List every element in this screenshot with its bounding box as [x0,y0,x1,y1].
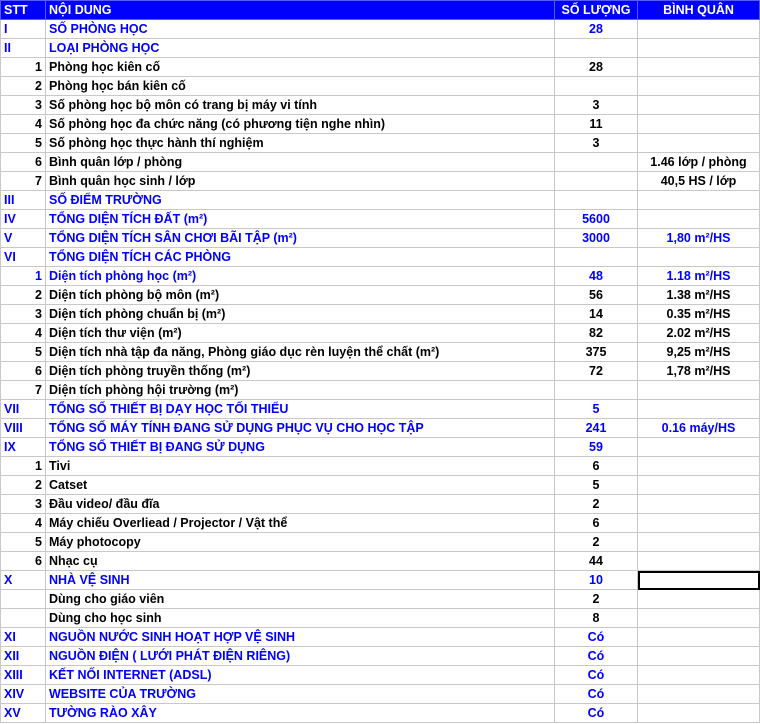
row-content-cell[interactable]: Phòng học bán kiên cố [46,77,555,96]
row-qty-cell[interactable]: 3000 [555,229,638,248]
row-avg-cell[interactable] [638,400,760,419]
row-content-cell[interactable]: Diện tích nhà tập đa năng, Phòng giáo dục rèn luyện thể chất (m²) [46,343,555,362]
row-avg-cell[interactable]: 1.46 lớp / phòng [638,153,760,172]
row-qty-cell[interactable]: Có [555,666,638,685]
row-stt-cell[interactable]: XIV [1,685,46,704]
row-stt-cell[interactable]: 6 [1,362,46,381]
row-content-cell[interactable]: Catset [46,476,555,495]
row-stt-cell[interactable]: 1 [1,58,46,77]
row-stt-cell[interactable]: 2 [1,77,46,96]
table-body [1,20,760,723]
row-qty-cell[interactable] [555,248,638,267]
table-row [1,381,760,400]
table-row [1,96,760,115]
row-qty-cell[interactable]: Có [555,704,638,723]
row-avg-cell[interactable] [638,115,760,134]
table-row [1,172,760,191]
row-qty-cell[interactable]: 59 [555,438,638,457]
row-stt-cell[interactable]: XI [1,628,46,647]
row-avg-cell[interactable] [638,381,760,400]
header-avg[interactable]: BÌNH QUÂN [638,1,760,20]
row-qty-cell[interactable]: 6 [555,514,638,533]
table-row [1,39,760,58]
row-stt-cell[interactable]: 3 [1,305,46,324]
row-content-cell[interactable]: Dùng cho giáo viên [46,590,555,609]
row-avg-cell[interactable] [638,438,760,457]
row-qty-cell[interactable]: 3 [555,96,638,115]
row-stt-cell[interactable]: 5 [1,533,46,552]
row-stt-cell[interactable]: V [1,229,46,248]
row-avg-cell[interactable] [638,20,760,39]
table-row [1,58,760,77]
row-stt-cell[interactable]: 3 [1,495,46,514]
table-row [1,286,760,305]
row-content-cell[interactable]: Dùng cho học sinh [46,609,555,628]
row-stt-cell[interactable]: 2 [1,476,46,495]
row-stt-cell[interactable]: 2 [1,286,46,305]
row-qty-cell[interactable]: Có [555,685,638,704]
row-avg-cell[interactable] [638,457,760,476]
row-stt-cell[interactable]: 6 [1,552,46,571]
table-row [1,571,760,590]
row-stt-cell[interactable]: 4 [1,514,46,533]
row-stt-cell[interactable]: XV [1,704,46,723]
row-content-cell[interactable]: Đầu video/ đầu đĩa [46,495,555,514]
row-content-cell[interactable]: Bình quân lớp / phòng [46,153,555,172]
table-row [1,267,760,286]
row-qty-cell[interactable]: 8 [555,609,638,628]
row-avg-cell[interactable] [638,476,760,495]
row-qty-cell[interactable]: 5600 [555,210,638,229]
row-stt-cell[interactable]: VIII [1,419,46,438]
table-row [1,647,760,666]
row-content-cell[interactable]: Nhạc cụ [46,552,555,571]
row-content-cell[interactable]: TỔNG SỐ MÁY TÍNH ĐANG SỬ DỤNG PHỤC VỤ CHO HỌC TẬP [46,419,555,438]
row-avg-cell[interactable]: 1,80 m²/HS [638,229,760,248]
row-content-cell[interactable]: NGUỒN NƯỚC SINH HOẠT HỢP VỆ SINH [46,628,555,647]
table-row [1,704,760,723]
row-qty-cell[interactable]: 375 [555,343,638,362]
table-row [1,115,760,134]
row-avg-cell[interactable]: 9,25 m²/HS [638,343,760,362]
row-qty-cell[interactable] [555,153,638,172]
row-qty-cell[interactable] [555,381,638,400]
row-stt-cell[interactable]: VII [1,400,46,419]
row-qty-cell[interactable]: 28 [555,20,638,39]
table-row [1,305,760,324]
row-stt-cell[interactable] [1,590,46,609]
row-content-cell[interactable]: Máy chiếu Overliead / Projector / Vật thể [46,514,555,533]
row-avg-cell[interactable] [638,666,760,685]
row-qty-cell[interactable]: 48 [555,267,638,286]
table-row [1,552,760,571]
row-avg-cell[interactable] [638,39,760,58]
row-qty-cell[interactable]: 5 [555,400,638,419]
row-stt-cell[interactable]: XIII [1,666,46,685]
table-row [1,248,760,267]
row-avg-cell[interactable] [638,571,760,590]
row-qty-cell[interactable]: 3 [555,134,638,153]
row-avg-cell[interactable] [638,647,760,666]
row-avg-cell[interactable] [638,628,760,647]
row-content-cell[interactable]: Số phòng học đa chức năng (có phương tiện nghe nhìn) [46,115,555,134]
table-row [1,324,760,343]
row-stt-cell[interactable] [1,609,46,628]
table-row [1,514,760,533]
row-qty-cell[interactable]: 11 [555,115,638,134]
row-qty-cell[interactable]: 44 [555,552,638,571]
row-avg-cell[interactable] [638,210,760,229]
row-qty-cell[interactable]: 2 [555,590,638,609]
row-stt-cell[interactable]: 7 [1,172,46,191]
row-avg-cell[interactable] [638,495,760,514]
row-content-cell[interactable]: Bình quân học sinh / lớp [46,172,555,191]
row-qty-cell[interactable]: 2 [555,495,638,514]
row-stt-cell[interactable]: IX [1,438,46,457]
table-row [1,362,760,381]
row-stt-cell[interactable]: 1 [1,457,46,476]
row-qty-cell[interactable] [555,172,638,191]
table-row [1,419,760,438]
row-qty-cell[interactable] [555,77,638,96]
row-avg-cell[interactable]: 1,78 m²/HS [638,362,760,381]
row-avg-cell[interactable]: 40,5 HS / lớp [638,172,760,191]
row-content-cell[interactable]: Số phòng học thực hành thí nghiệm [46,134,555,153]
table-row [1,666,760,685]
header-qty[interactable]: SỐ LƯỢNG [555,1,638,20]
table-row [1,438,760,457]
row-content-cell[interactable]: Tivi [46,457,555,476]
table-row [1,134,760,153]
row-qty-cell[interactable]: 2 [555,533,638,552]
row-content-cell[interactable]: LOẠI PHÒNG HỌC [46,39,555,58]
row-content-cell[interactable]: NGUỒN ĐIỆN ( LƯỚI PHÁT ĐIỆN RIÊNG) [46,647,555,666]
row-stt-cell[interactable]: XII [1,647,46,666]
row-qty-cell[interactable]: 14 [555,305,638,324]
row-stt-cell[interactable]: X [1,571,46,590]
row-qty-cell[interactable]: 10 [555,571,638,590]
row-avg-cell[interactable] [638,134,760,153]
table-row [1,533,760,552]
row-avg-cell[interactable]: 0.35 m²/HS [638,305,760,324]
row-avg-cell[interactable] [638,96,760,115]
row-stt-cell[interactable]: 4 [1,115,46,134]
row-qty-cell[interactable] [555,191,638,210]
table-row [1,457,760,476]
row-stt-cell[interactable]: 1 [1,267,46,286]
table-row [1,685,760,704]
row-avg-cell[interactable] [638,704,760,723]
row-qty-cell[interactable]: 5 [555,476,638,495]
row-content-cell[interactable]: TỔNG SỐ THIẾT BỊ DẠY HỌC TỐI THIỂU [46,400,555,419]
row-avg-cell[interactable]: 0.16 máy/HS [638,419,760,438]
row-content-cell[interactable]: KẾT NỐI INTERNET (ADSL) [46,666,555,685]
row-avg-cell[interactable] [638,609,760,628]
table-row [1,590,760,609]
row-content-cell[interactable]: NHÀ VỆ SINH [46,571,555,590]
table-row [1,609,760,628]
table-row [1,20,760,39]
row-avg-cell[interactable] [638,58,760,77]
table-row [1,495,760,514]
row-qty-cell[interactable]: 6 [555,457,638,476]
row-avg-cell[interactable] [638,685,760,704]
row-qty-cell[interactable]: 82 [555,324,638,343]
row-qty-cell[interactable]: 72 [555,362,638,381]
row-qty-cell[interactable]: Có [555,628,638,647]
row-stt-cell[interactable]: 6 [1,153,46,172]
row-content-cell[interactable]: TỔNG DIỆN TÍCH ĐẤT (m²) [46,210,555,229]
row-qty-cell[interactable]: 56 [555,286,638,305]
table-row [1,343,760,362]
row-avg-cell[interactable] [638,248,760,267]
row-stt-cell[interactable]: 7 [1,381,46,400]
row-stt-cell[interactable]: III [1,191,46,210]
row-content-cell[interactable]: Diện tích thư viện (m²) [46,324,555,343]
row-content-cell[interactable]: Diện tích phòng hội trường (m²) [46,381,555,400]
row-content-cell[interactable]: Số phòng học bộ môn có trang bị máy vi tính [46,96,555,115]
row-content-cell[interactable]: Diện tích phòng bộ môn (m²) [46,286,555,305]
row-avg-cell[interactable]: 1.18 m²/HS [638,267,760,286]
table-row [1,191,760,210]
row-content-cell[interactable]: Diện tích phòng học (m²) [46,267,555,286]
row-content-cell[interactable]: TỔNG SỐ THIẾT BỊ ĐANG SỬ DỤNG [46,438,555,457]
row-content-cell[interactable]: Phòng học kiên cố [46,58,555,77]
row-avg-cell[interactable] [638,552,760,571]
table-row [1,229,760,248]
row-avg-cell[interactable] [638,533,760,552]
row-stt-cell[interactable]: 3 [1,96,46,115]
row-qty-cell[interactable]: Có [555,647,638,666]
row-avg-cell[interactable] [638,77,760,96]
row-content-cell[interactable]: Máy photocopy [46,533,555,552]
row-stt-cell[interactable]: I [1,20,46,39]
row-content-cell[interactable]: TỔNG DIỆN TÍCH CÁC PHÒNG [46,248,555,267]
table-row [1,628,760,647]
row-content-cell[interactable]: WEBSITE CỦA TRƯỜNG [46,685,555,704]
header-stt[interactable]: STT [1,1,46,20]
table-row [1,210,760,229]
row-stt-cell[interactable]: IV [1,210,46,229]
row-stt-cell[interactable]: 5 [1,343,46,362]
row-qty-cell[interactable]: 241 [555,419,638,438]
row-qty-cell[interactable]: 28 [555,58,638,77]
row-content-cell[interactable]: Diện tích phòng truyền thống (m²) [46,362,555,381]
row-avg-cell[interactable] [638,590,760,609]
row-stt-cell[interactable]: 5 [1,134,46,153]
row-stt-cell[interactable]: 4 [1,324,46,343]
row-content-cell[interactable]: SỐ ĐIỂM TRƯỜNG [46,191,555,210]
row-content-cell[interactable]: TỔNG DIỆN TÍCH SÂN CHƠI BÃI TẬP (m²) [46,229,555,248]
row-content-cell[interactable]: Diện tích phòng chuẩn bị (m²) [46,305,555,324]
row-stt-cell[interactable]: VI [1,248,46,267]
row-stt-cell[interactable]: II [1,39,46,58]
row-content-cell[interactable]: TƯỜNG RÀO XÂY [46,704,555,723]
row-avg-cell[interactable] [638,514,760,533]
row-content-cell[interactable]: SỐ PHÒNG HỌC [46,20,555,39]
header-row [1,1,760,20]
row-avg-cell[interactable]: 1.38 m²/HS [638,286,760,305]
table-row [1,400,760,419]
table-row [1,77,760,96]
header-content[interactable]: NỘI DUNG [46,1,555,20]
row-qty-cell[interactable] [555,39,638,58]
row-avg-cell[interactable] [638,191,760,210]
row-avg-cell[interactable]: 2.02 m²/HS [638,324,760,343]
table-row [1,153,760,172]
table-row [1,476,760,495]
